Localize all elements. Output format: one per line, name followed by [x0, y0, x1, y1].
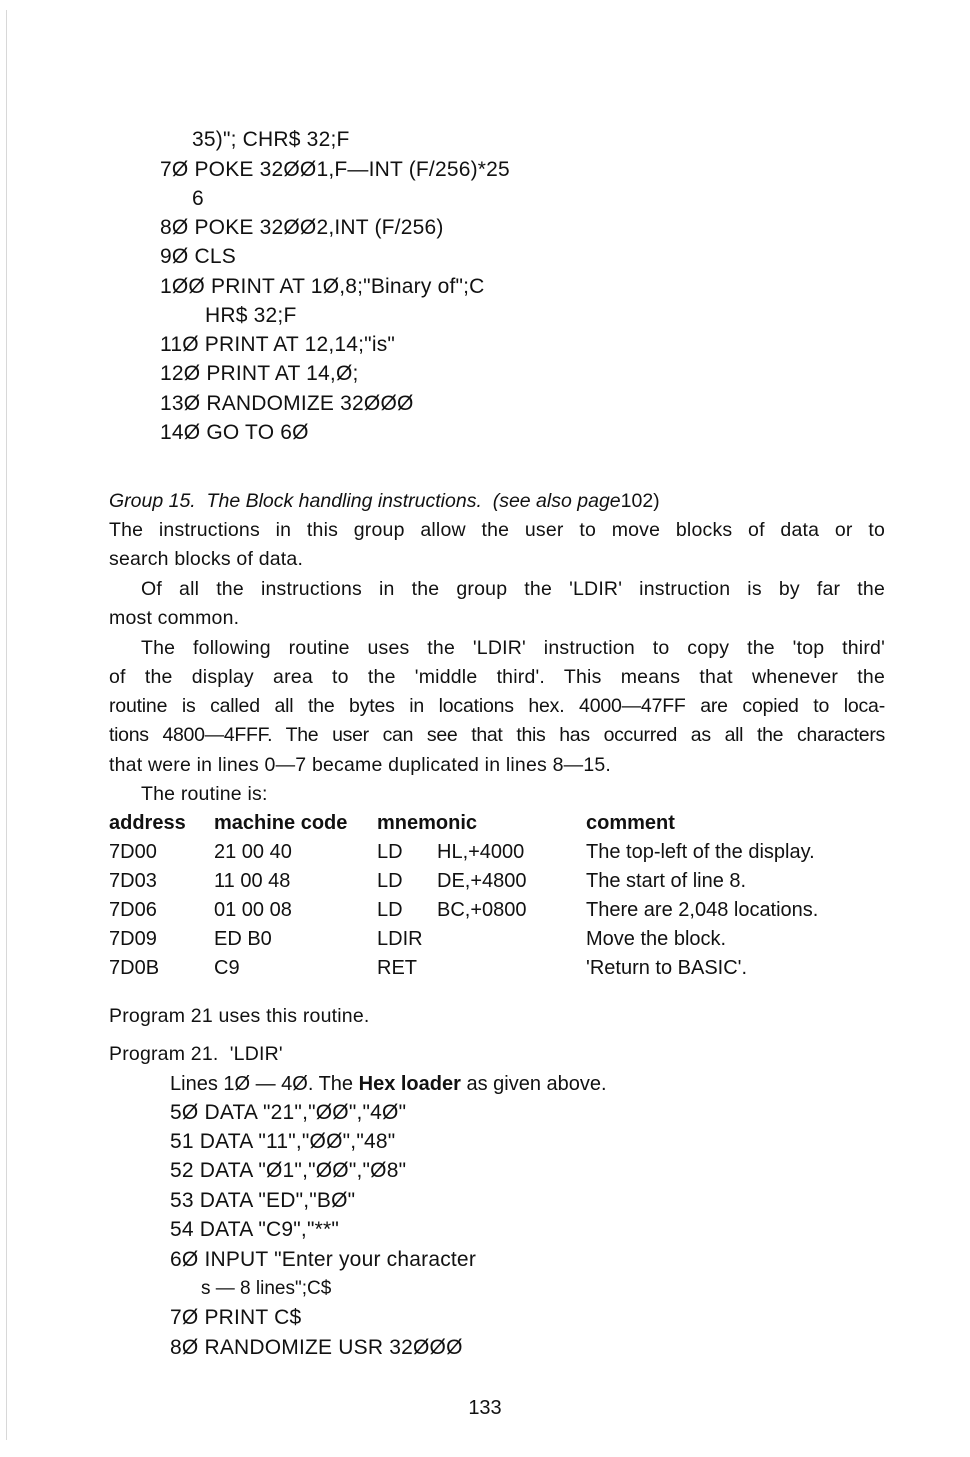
page-number: 133	[468, 1397, 502, 1419]
table-cell-address: 7D09	[109, 928, 157, 950]
table-cell-opcode: RET	[377, 957, 417, 979]
code-line: 6	[192, 187, 204, 210]
table-cell-opcode: LD	[377, 841, 403, 863]
program-title: Program 21. 'LDIR'	[109, 1043, 283, 1065]
program-line-bold-text: Hex loader	[358, 1073, 461, 1095]
table-cell-comment: There are 2,048 locations.	[586, 899, 819, 921]
program-line-text: as given above.	[460, 1073, 607, 1095]
table-header-machine-code: machine code	[214, 812, 348, 834]
paragraph-line: search blocks of data.	[109, 548, 304, 570]
code-line: 7Ø POKE 32ØØ1,F—INT (F/256)*25	[160, 158, 510, 181]
paragraph-line: that were in lines 0—7 became duplicated in lines 8—15.	[109, 754, 612, 776]
program-line: s — 8 lines";C$	[201, 1278, 332, 1299]
table-cell-address: 7D06	[109, 899, 157, 921]
program-line: 54 DATA "C9","**"	[170, 1218, 340, 1241]
code-line: HR$ 32;F	[205, 304, 297, 327]
program-line	[170, 1072, 607, 1096]
table-cell-opcode: LD	[377, 899, 403, 921]
table-cell-operand: HL,+4000	[437, 841, 525, 863]
program-line: 5Ø DATA "21","ØØ","4Ø"	[170, 1101, 407, 1124]
code-line: 1ØØ PRINT AT 1Ø,8;"Binary of";C	[160, 275, 485, 298]
paragraph-line: The following routine uses the 'LDIR' instruction to copy the 'top third'	[141, 637, 885, 659]
paragraph-line: routine is called all the bytes in locations hex. 4000—47FF are copied to loca-	[109, 695, 885, 717]
table-cell-address: 7D03	[109, 870, 157, 892]
table-cell-comment: 'Return to BASIC'.	[586, 957, 748, 979]
page-edge-shadow	[6, 10, 7, 1440]
program-note: Program 21 uses this routine.	[109, 1005, 370, 1027]
table-cell-comment: Move the block.	[586, 928, 727, 950]
program-line: 52 DATA "Ø1","ØØ","Ø8"	[170, 1159, 407, 1182]
table-cell-machine-code: C9	[214, 957, 240, 979]
table-header-address: address	[109, 812, 186, 834]
table-cell-machine-code: 11 00 48	[214, 870, 291, 892]
table-cell-address: 7D00	[109, 841, 157, 863]
section-heading-text: Group 15. The Block handling instructions. (see also page	[109, 490, 621, 512]
code-line: 9Ø CLS	[160, 245, 236, 268]
table-cell-comment: The start of line 8.	[586, 870, 747, 892]
code-line: 14Ø GO TO 6Ø	[160, 421, 309, 444]
code-line: 35)"; CHR$ 32;F	[192, 128, 350, 151]
program-line: 6Ø INPUT "Enter your character	[170, 1248, 477, 1271]
paragraph-line: The routine is:	[141, 783, 268, 805]
paragraph-line: Of all the instructions in the group the 'LDIR' instruction is by far the	[141, 578, 885, 600]
table-cell-machine-code: ED B0	[214, 928, 272, 950]
paragraph-line: most common.	[109, 607, 240, 629]
table-header-comment: comment	[586, 812, 675, 834]
table-cell-address: 7D0B	[109, 957, 160, 979]
paragraph-line: of the display area to the 'middle third'. This means that whenever the	[109, 666, 885, 688]
program-line: 8Ø RANDOMIZE USR 32ØØØ	[170, 1336, 463, 1359]
table-cell-opcode: LDIR	[377, 928, 423, 950]
table-cell-opcode: LD	[377, 870, 403, 892]
code-line: 8Ø POKE 32ØØ2,INT (F/256)	[160, 216, 444, 239]
program-line: 53 DATA "ED","BØ"	[170, 1189, 356, 1212]
section-heading-page-ref: 102)	[620, 490, 660, 512]
code-line: 12Ø PRINT AT 14,Ø;	[160, 362, 359, 385]
table-cell-comment: The top-left of the display.	[586, 841, 815, 863]
table-header-mnemonic: mnemonic	[377, 812, 478, 834]
code-line: 13Ø RANDOMIZE 32ØØØ	[160, 392, 414, 415]
program-line-text: Lines 1Ø — 4Ø. The	[170, 1073, 359, 1095]
paragraph-line: tions 4800—4FFF. The user can see that this has occurred as all the characters	[109, 724, 885, 746]
table-cell-operand: BC,+0800	[437, 899, 527, 921]
table-cell-machine-code: 01 00 08	[214, 899, 292, 921]
paragraph-line: The instructions in this group allow the user to move blocks of data or to	[109, 519, 885, 541]
section-heading	[109, 489, 660, 513]
code-line: 11Ø PRINT AT 12,14;"is"	[160, 333, 396, 356]
program-line: 51 DATA "11","ØØ","48"	[170, 1130, 396, 1153]
table-cell-machine-code: 21 00 40	[214, 841, 292, 863]
table-cell-operand: DE,+4800	[437, 870, 527, 892]
program-line: 7Ø PRINT C$	[170, 1306, 302, 1329]
